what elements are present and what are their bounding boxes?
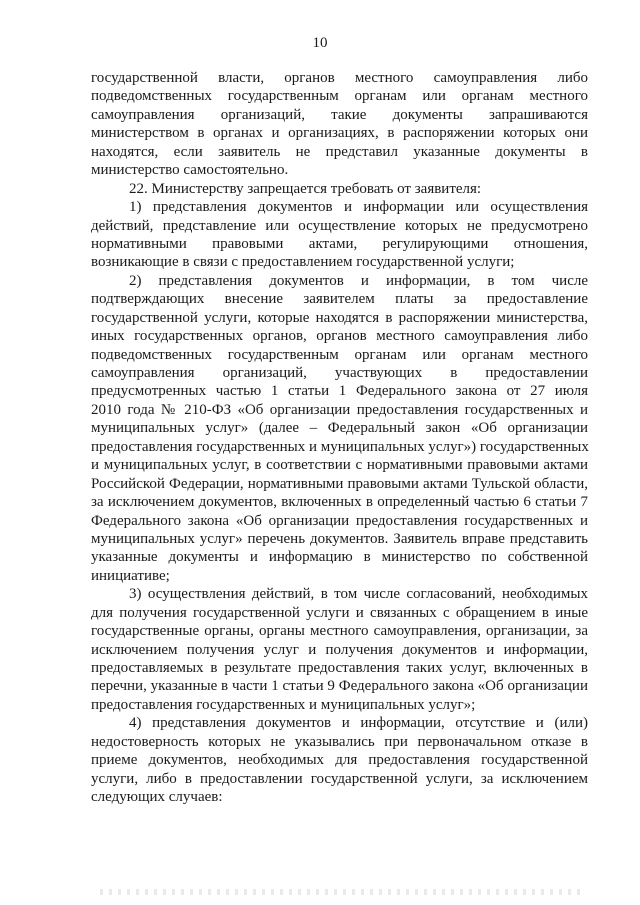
text-line: 4) представления документов и информации, отсутствие и (или)	[129, 715, 588, 732]
text-line: перечни, указанные в части 1 статьи 9 Федерального закона «Об организации	[91, 678, 588, 695]
text-line: Федерального закона «Об организации предоставления государственных и	[91, 512, 588, 529]
paragraph	[91, 69, 588, 180]
text-line: 22. Министерству запрещается требовать от заявителя:	[129, 180, 482, 197]
paragraph	[91, 180, 588, 198]
text-line: предоставляемых в результате предоставления таких услуг, включенных в	[91, 660, 588, 676]
text-line: иных государственных органов, органов местного самоуправления либо	[91, 328, 588, 345]
paragraph	[91, 198, 588, 272]
page-number: 10	[312, 35, 328, 51]
text-line: подведомственных государственным органам или органам местного	[91, 88, 588, 105]
text-line: нормативными правовыми актами, регулирующими отношения,	[91, 235, 588, 252]
text-line: приеме документов, необходимых для предоставления государственной	[91, 752, 588, 769]
paragraph	[91, 272, 588, 585]
text-line: находятся, если заявитель не представил указанные документы в	[91, 143, 588, 160]
text-line: самоуправления организаций, участвующих в предоставлении	[91, 365, 588, 381]
text-line: Российской Федерации, нормативными правовыми актами Тульской области,	[91, 475, 588, 492]
text-line: 2010 года № 210-ФЗ «Об организации предоставления государственных и	[91, 401, 588, 418]
text-line: действий, представление или осуществление которых не предусмотрено	[91, 217, 588, 234]
scan-artifact	[100, 889, 580, 895]
text-line: указанные документы и информацию в министерство по собственной	[91, 549, 588, 566]
text-line: самоуправления организаций, такие документы запрашиваются	[91, 106, 588, 123]
text-line: для получения государственной услуги и связанных с обращением в иные	[91, 604, 588, 621]
paragraph	[91, 585, 588, 714]
text-line: 2) представления документов и информации, в том числе	[129, 272, 588, 289]
text-line: министерство самостоятельно.	[91, 162, 289, 179]
text-line: недостоверность которых не указывались при первоначальном отказе в	[91, 733, 588, 750]
text-line: муниципальных услуг» перечень документов. Заявитель вправе представить	[91, 530, 588, 547]
text-line: муниципальных услуг» (далее – Федеральный закон «Об организации	[91, 420, 588, 437]
text-line: 1) представления документов и информации или осуществления	[129, 199, 588, 216]
text-line: возникающие в связи с предоставлением государственной услуги;	[91, 254, 515, 271]
text-line: государственной власти, органов местного самоуправления либо	[91, 70, 588, 86]
text-line: предоставления государственных и муниципальных услуг»;	[91, 696, 476, 713]
text-line: инициативе;	[91, 567, 170, 584]
text-line: 3) осуществления действий, в том числе согласований, необходимых	[129, 586, 588, 603]
paragraph	[91, 714, 588, 806]
text-line: подтверждающих внесение заявителем платы за предоставление	[91, 291, 588, 308]
document-body	[91, 69, 588, 807]
text-line: за исключением документов, включенных в определенный частью 6 статьи 7	[91, 494, 588, 511]
text-line: предоставления государственных и муниципальных услуг») государственных	[91, 438, 589, 455]
text-line: подведомственных государственным органам или органам местного	[91, 346, 588, 363]
text-line: следующих случаев:	[91, 789, 223, 806]
text-line: услуги, либо в предоставлении государственной услуги, за исключением	[91, 770, 588, 787]
text-line: государственной услуги, которые находятся в распоряжении министерства,	[91, 309, 588, 326]
text-line: предусмотренных частью 1 статьи 1 Федерального закона от 27 июля	[91, 383, 588, 400]
text-line: исключением получения услуг и получения документов и информации,	[91, 641, 588, 658]
text-line: государственные органы, органы местного самоуправления, организации, за	[91, 623, 588, 640]
text-line: и муниципальных услуг, в соответствии с нормативными правовыми актами	[91, 457, 588, 474]
text-line: министерством в органах и организациях, в распоряжении которых они	[91, 125, 588, 142]
